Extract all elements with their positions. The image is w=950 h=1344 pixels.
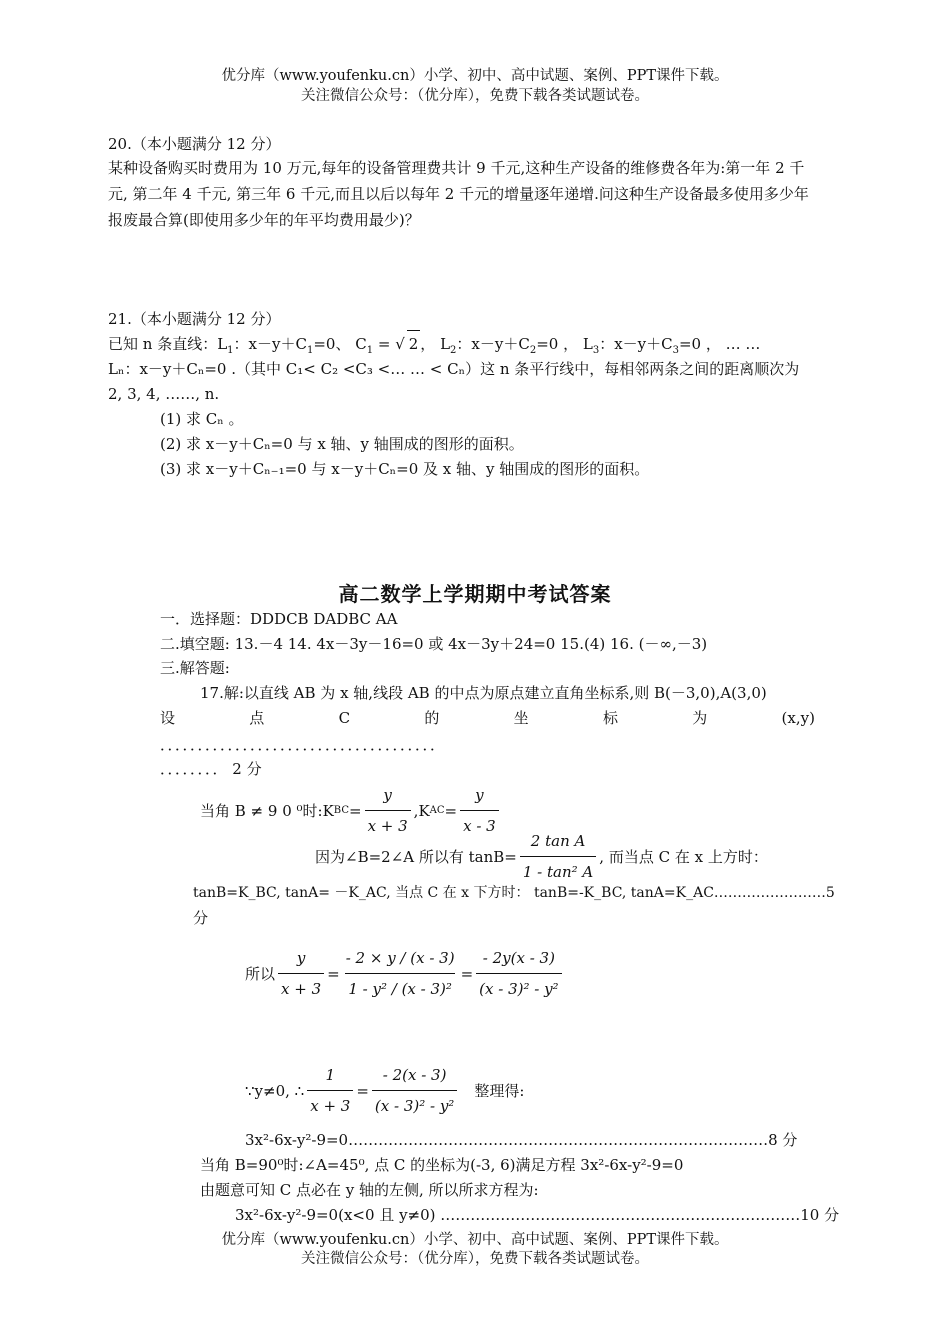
q20-title: 20.（本小题满分 12 分） xyxy=(108,135,281,153)
answers-part1: 一．选择题：DDDCB DADBC AA xyxy=(160,610,398,628)
left-side-line: 由题意可知 C 点必在 y 轴的左侧, 所以所求方程为: xyxy=(200,1181,539,1199)
footer-line-2: 关注微信公众号：（优分库），免费下载各类试题试卷。 xyxy=(301,1251,649,1267)
fraction-simplified: $\frac{- 2y(x - 3)}{\text{(x - 3)² - y²}}$ xyxy=(476,945,561,1002)
sqrt-value: 2 xyxy=(407,330,421,357)
final-equation: 3x²-6x-y²-9=0(x<0 且 y≠0) ………………………………………………………………10 分 xyxy=(235,1206,840,1224)
header-line-1: 优分库（www.youfenku.cn）小学、初中、高中试题、案例、PPT课件下载。 xyxy=(221,68,729,84)
q21-title: 21.（本小题满分 12 分） xyxy=(108,310,281,328)
fraction-one-over-x3: $\frac{1}{x + 3}$ xyxy=(307,1062,353,1119)
dots-end: ．．．．．．．． 2 分 xyxy=(160,760,262,778)
answers-title: 高二数学上学期期中考试答案 xyxy=(338,582,612,606)
q20-body: 某种设备购买时费用为 10 万元,每年的设备管理费共计 9 千元,这种生产设备的维修费各年为:第一年 2 千元, 第二年 4 千元, 第三年 6 千元,而且以后以每年 2 千元的增量逐年递增.问这种生产设备最多使用多少年报废最合算(即使用多少年的年平均费用最少)？ xyxy=(108,159,809,229)
q21-line2: Lₙ：x－y＋Cₙ=0 .（其中 C₁< C₂ <C₃ <… … < Cₙ）这 n 条平行线中，每相邻两条之间的距离顺次为 xyxy=(108,360,800,378)
case1-slopes: 当角 B ≠ 9 0 ⁰时:K BC = $\frac{y}{x + 3}$ ,K AC = $\frac{y}{x - 3}$ xyxy=(200,782,502,839)
fraction-kbc: $\frac{y}{x + 3}$ xyxy=(365,782,411,839)
q21-sub2: (2) 求 x－y＋Cₙ=0 与 x 轴、y 轴围成的图形的面积。 xyxy=(160,435,524,453)
equation-8pts: 3x²-6x-y²-9=0…………………………………………………………………………8 分 xyxy=(245,1131,798,1149)
because-tan: 因为∠B=2∠A 所以有 tanB= $\frac{\text{2 tan A}}{\text{1 - tan² A}}$ , 而当点 C 在 x 上方时： xyxy=(315,828,768,885)
header-line-2: 关注微信公众号：（优分库），免费下载各类试题试卷。 xyxy=(301,88,649,104)
fraction-complex: $\frac{- 2 \times y / (x - 3)}{\text{1 - y² / (x - 3)²}}$ xyxy=(343,945,458,1002)
footer-line-1: 优分库（www.youfenku.cn）小学、初中、高中试题、案例、PPT课件下载。 xyxy=(221,1232,729,1248)
q21-sub3: (3) 求 x－y＋Cₙ₋₁=0 与 x－y＋Cₙ=0 及 x 轴、y 轴围成的图形的面积。 xyxy=(160,460,650,478)
answers-part2: 二.填空题: 13.－4 14. 4x－3y－16=0 或 4x－3y＋24=0 15.(4) 16. (－∞,－3) xyxy=(160,635,708,653)
solution17-set-coordinates: 设 点 C 的 坐 标 为 (x,y) xyxy=(160,709,815,727)
dots-line: ．．．．．．．．．．．．．．．．．．．．．．．．．．．．．．．．．．．．． xyxy=(160,736,446,754)
case2-line: 当角 B=90⁰时:∠A=45⁰, 点 C 的坐标为(-3, 6)满足方程 3x²-6x-y²-9=0 xyxy=(200,1156,684,1174)
fraction-tan-double: $\frac{\text{2 tan A}}{\text{1 - tan² A}}$ xyxy=(520,828,596,885)
fraction-since-rhs: $\frac{- 2(x - 3)}{\text{(x - 3)² - y²}}$ xyxy=(372,1062,457,1119)
fraction-y-over-x3: $\frac{y}{x + 3}$ xyxy=(278,945,324,1002)
since-equation: ∵y≠0, ∴ $\frac{1}{x + 3}$ = $\frac{- 2(x - 3)}{\text{(x - 3)² - y²}}$ 整理得: xyxy=(245,1062,524,1119)
tan-line-fen: 分 xyxy=(193,909,209,927)
big-equation: 所以 $\frac{y}{x + 3}$ = $\frac{- 2 \times y / (x - 3)}{\text{1 - y² / (x - 3)²}}$ = $\frac{- 2y(x - 3)}{\text{(x - 3)² - y²}}$ xyxy=(245,945,565,1002)
q21-line3: 2, 3, 4, ……, n. xyxy=(108,385,220,403)
tan-line: tanB=K_BC, tanA= －K_AC, 当点 C 在 x 下方时： tanB=-K_BC, tanA=K_AC……………………5 xyxy=(193,885,835,901)
solution17-line1: 17.解:以直线 AB 为 x 轴,线段 AB 的中点为原点建立直角坐标系,则 B(－3,0),A(3,0) xyxy=(200,684,767,702)
q21-sub1: (1) 求 Cₙ 。 xyxy=(160,410,244,428)
fraction-kac: $\frac{y}{x - 3}$ xyxy=(460,782,499,839)
answers-part3: 三.解答题: xyxy=(160,659,230,677)
q21-line1: 已知 n 条直线：$L_1$：$x-y+C_1=0$、 $C_1$ = √ 2 ， $L_2$：$x-y+C_2=0$ ， $L_3$：$x-y+C_3=0$ ， … … xyxy=(108,330,760,364)
